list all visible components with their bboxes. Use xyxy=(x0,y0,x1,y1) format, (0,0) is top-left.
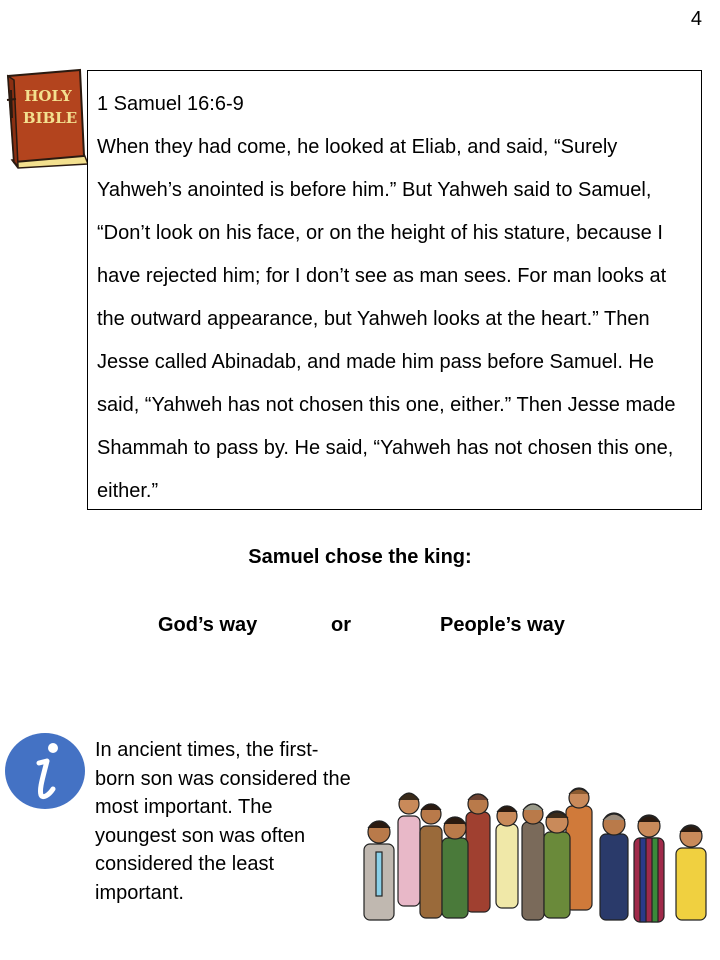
option-peoples-way: People’s way xyxy=(440,614,565,636)
bible-label-holy: HOLY xyxy=(24,87,72,105)
crowd-of-brothers-illustration xyxy=(360,782,716,942)
scripture-reference: 1 Samuel 16:6-9 xyxy=(97,93,244,115)
option-gods-way: God’s way xyxy=(158,614,258,636)
holy-bible-book-icon xyxy=(4,68,88,174)
scripture-box xyxy=(87,70,702,510)
page-number: 4 xyxy=(690,8,702,30)
option-separator: or xyxy=(331,614,351,636)
info-text: In ancient times, the first-born son was considered the most important. The youngest son was often considered the least important. xyxy=(95,739,351,904)
info-icon xyxy=(3,731,87,811)
bible-label-bible: BIBLE xyxy=(22,109,78,127)
scripture-text: When they had come, he looked at Eliab, and said, “Surely Yahweh’s anointed is before him.” But Yahweh said to Samuel, “Don’t look on his face, or on the height of his stature, because I have rejected him; for I don’t see as man sees. For man looks at the outward appearance, but Yahweh looks at the heart.” Then Jesse called Abinadab, and made him pass before Samuel. He said, “Yahweh has not chosen this one, either.” Then Jesse made Shammah to pass by. He said, “Yahweh has not chosen this one, either.” xyxy=(97,136,676,502)
question-heading: Samuel chose the king: xyxy=(248,546,472,568)
